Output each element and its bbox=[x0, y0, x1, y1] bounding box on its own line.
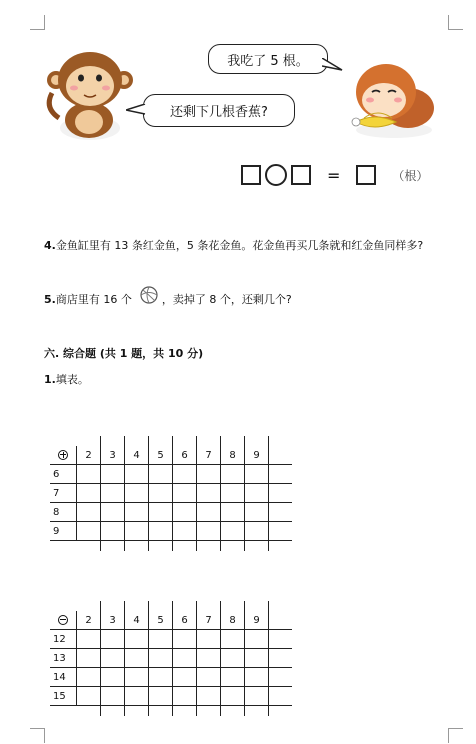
table-row bbox=[50, 668, 292, 687]
table-top-stubs bbox=[50, 601, 292, 611]
question-4-number: 4. bbox=[44, 239, 56, 252]
answer-cell[interactable] bbox=[221, 484, 245, 503]
answer-cell[interactable] bbox=[125, 687, 149, 706]
answer-cell[interactable] bbox=[245, 484, 269, 503]
table-empty-cell bbox=[269, 484, 293, 503]
table-header-cell: 5 bbox=[149, 446, 173, 465]
answer-cell[interactable] bbox=[101, 687, 125, 706]
section-6-question-1-number: 1. bbox=[44, 373, 56, 386]
answer-cell[interactable] bbox=[197, 687, 221, 706]
table-header-row bbox=[50, 446, 292, 465]
table-row bbox=[50, 649, 292, 668]
table-header-cell: 3 bbox=[101, 446, 125, 465]
answer-cell[interactable] bbox=[125, 503, 149, 522]
speech-bubble-right bbox=[208, 44, 328, 74]
table-header-cell: 3 bbox=[101, 611, 125, 630]
answer-cell[interactable] bbox=[221, 687, 245, 706]
answer-cell[interactable] bbox=[77, 522, 101, 541]
table-row bbox=[50, 687, 292, 706]
answer-cell[interactable] bbox=[125, 484, 149, 503]
answer-cell[interactable] bbox=[221, 522, 245, 541]
table-header-cell: 6 bbox=[173, 446, 197, 465]
monkey-illustration-left bbox=[44, 48, 136, 143]
crop-mark-top-left bbox=[30, 15, 45, 30]
subtraction-table bbox=[50, 601, 292, 716]
answer-cell[interactable] bbox=[149, 649, 173, 668]
operator-circle[interactable] bbox=[265, 164, 287, 186]
answer-cell[interactable] bbox=[101, 630, 125, 649]
answer-cell[interactable] bbox=[245, 668, 269, 687]
table-header-cell: 6 bbox=[173, 611, 197, 630]
question-5-number: 5. bbox=[44, 293, 56, 306]
answer-cell[interactable] bbox=[221, 630, 245, 649]
answer-cell[interactable] bbox=[245, 687, 269, 706]
answer-cell[interactable] bbox=[149, 465, 173, 484]
minus-circle-icon bbox=[50, 611, 77, 630]
answer-cell[interactable] bbox=[221, 668, 245, 687]
answer-cell[interactable] bbox=[149, 668, 173, 687]
unit-label: （根） bbox=[392, 168, 429, 183]
answer-cell[interactable] bbox=[173, 465, 197, 484]
table-header-row bbox=[50, 611, 292, 630]
answer-cell[interactable] bbox=[125, 668, 149, 687]
table-row-header: 12 bbox=[50, 630, 77, 649]
answer-cell[interactable] bbox=[245, 630, 269, 649]
table-row bbox=[50, 465, 292, 484]
answer-cell[interactable] bbox=[245, 649, 269, 668]
table-bottom-stubs bbox=[50, 706, 292, 717]
table-row-header: 14 bbox=[50, 668, 77, 687]
question-4-text: 金鱼缸里有 13 条红金鱼，5 条花金鱼。花金鱼再买几条就和红金鱼同样多? bbox=[55, 239, 424, 252]
plus-circle-icon bbox=[50, 446, 77, 465]
table-header-cell: 4 bbox=[125, 446, 149, 465]
speech-bubble-left bbox=[143, 94, 295, 127]
answer-cell[interactable] bbox=[101, 649, 125, 668]
answer-cell[interactable] bbox=[125, 522, 149, 541]
section-6-question-1-text: 填表。 bbox=[55, 373, 89, 386]
answer-cell[interactable] bbox=[101, 522, 125, 541]
answer-cell[interactable] bbox=[173, 503, 197, 522]
answer-cell[interactable] bbox=[125, 465, 149, 484]
answer-cell[interactable] bbox=[101, 465, 125, 484]
question-5-text-after: ，卖掉了 8 个，还剩几个? bbox=[161, 293, 292, 306]
table-header-cell: 5 bbox=[149, 611, 173, 630]
question-4 bbox=[44, 238, 444, 254]
answer-cell[interactable] bbox=[149, 630, 173, 649]
answer-cell[interactable] bbox=[221, 503, 245, 522]
table-row-header: 8 bbox=[50, 503, 77, 522]
table-header-cell: 8 bbox=[221, 446, 245, 465]
table-empty-cell bbox=[269, 611, 293, 630]
answer-cell[interactable] bbox=[77, 630, 101, 649]
section-6-title: 六. 综合题 (共 1 题，共 10 分) bbox=[44, 347, 204, 360]
answer-cell[interactable] bbox=[245, 522, 269, 541]
answer-cell[interactable] bbox=[221, 649, 245, 668]
answer-cell[interactable] bbox=[77, 465, 101, 484]
table-header-cell: 9 bbox=[245, 446, 269, 465]
table-header-cell: 2 bbox=[77, 446, 101, 465]
table-row-header: 13 bbox=[50, 649, 77, 668]
answer-cell[interactable] bbox=[149, 503, 173, 522]
answer-cell[interactable] bbox=[77, 687, 101, 706]
table-empty-cell bbox=[269, 522, 293, 541]
speech-bubble-left-tail bbox=[126, 104, 146, 116]
table-header-cell: 7 bbox=[197, 446, 221, 465]
table-empty-cell bbox=[269, 465, 293, 484]
answer-cell[interactable] bbox=[197, 503, 221, 522]
question-5 bbox=[44, 284, 444, 308]
answer-cell[interactable] bbox=[245, 465, 269, 484]
answer-cell[interactable] bbox=[197, 630, 221, 649]
answer-box-1[interactable] bbox=[241, 165, 261, 185]
answer-cell[interactable] bbox=[245, 503, 269, 522]
answer-cell[interactable] bbox=[173, 630, 197, 649]
table-header-cell: 9 bbox=[245, 611, 269, 630]
table-empty-cell bbox=[269, 446, 293, 465]
answer-cell[interactable] bbox=[125, 630, 149, 649]
table-row-header: 7 bbox=[50, 484, 77, 503]
table-top-stubs bbox=[50, 436, 292, 446]
answer-cell[interactable] bbox=[149, 687, 173, 706]
crop-mark-bottom-right bbox=[448, 728, 463, 743]
answer-cell[interactable] bbox=[197, 649, 221, 668]
question-5-text-before: 商店里有 16 个 bbox=[55, 293, 132, 306]
answer-cell[interactable] bbox=[197, 484, 221, 503]
answer-box-result[interactable] bbox=[356, 165, 376, 185]
answer-cell[interactable] bbox=[173, 484, 197, 503]
table-header-cell: 4 bbox=[125, 611, 149, 630]
answer-cell[interactable] bbox=[149, 484, 173, 503]
answer-cell[interactable] bbox=[77, 668, 101, 687]
answer-cell[interactable] bbox=[77, 649, 101, 668]
answer-cell[interactable] bbox=[173, 649, 197, 668]
table-row bbox=[50, 630, 292, 649]
volleyball-icon bbox=[138, 284, 160, 306]
table-empty-cell bbox=[269, 687, 293, 706]
answer-cell[interactable] bbox=[101, 484, 125, 503]
answer-cell[interactable] bbox=[197, 465, 221, 484]
table-row bbox=[50, 522, 292, 541]
answer-cell[interactable] bbox=[101, 668, 125, 687]
monkey-illustration-right bbox=[344, 56, 436, 140]
answer-cell[interactable] bbox=[173, 668, 197, 687]
answer-cell[interactable] bbox=[221, 465, 245, 484]
table-bottom-stubs bbox=[50, 541, 292, 552]
table-row-header: 6 bbox=[50, 465, 77, 484]
table-header-cell: 2 bbox=[77, 611, 101, 630]
table-empty-cell bbox=[269, 630, 293, 649]
table-row-header: 15 bbox=[50, 687, 77, 706]
table-empty-cell bbox=[269, 503, 293, 522]
equation-row bbox=[241, 164, 428, 186]
crop-mark-top-right bbox=[448, 15, 463, 30]
answer-cell[interactable] bbox=[197, 522, 221, 541]
answer-cell[interactable] bbox=[77, 503, 101, 522]
table-empty-cell bbox=[269, 649, 293, 668]
section-6-question-1 bbox=[44, 372, 89, 388]
table-header-cell: 8 bbox=[221, 611, 245, 630]
speech-bubble-right-tail bbox=[322, 58, 344, 72]
answer-cell[interactable] bbox=[77, 484, 101, 503]
answer-cell[interactable] bbox=[101, 503, 125, 522]
answer-cell[interactable] bbox=[149, 522, 173, 541]
speech-bubble-right-text: 我吃了 5 根。 bbox=[227, 53, 309, 69]
equals-sign: = bbox=[327, 165, 341, 185]
speech-bubble-left-text: 还剩下几根香蕉? bbox=[170, 105, 268, 120]
answer-box-2[interactable] bbox=[291, 165, 311, 185]
answer-cell[interactable] bbox=[173, 522, 197, 541]
table-row-header: 9 bbox=[50, 522, 77, 541]
answer-cell[interactable] bbox=[197, 668, 221, 687]
table-header-cell: 7 bbox=[197, 611, 221, 630]
table-empty-cell bbox=[269, 668, 293, 687]
addition-table bbox=[50, 436, 292, 551]
table-row bbox=[50, 503, 292, 522]
answer-cell[interactable] bbox=[125, 649, 149, 668]
crop-mark-bottom-left bbox=[30, 728, 45, 743]
table-row bbox=[50, 484, 292, 503]
answer-cell[interactable] bbox=[173, 687, 197, 706]
